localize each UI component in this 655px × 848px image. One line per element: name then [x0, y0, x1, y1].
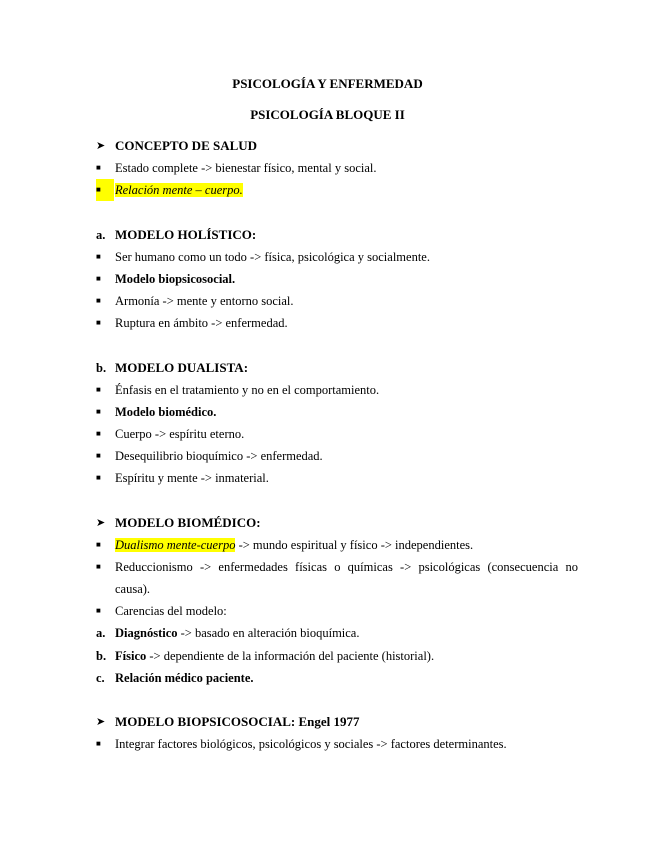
- heading-text: MODELO BIOMÉDICO:: [115, 515, 261, 530]
- list-item-text: Integrar factores biológicos, psicológicos y sociales -> factores determinantes.: [115, 737, 507, 751]
- square-bullet-icon: ■: [96, 274, 101, 283]
- arrow-bullet-icon: ➤: [96, 517, 106, 529]
- highlighted-text: Relación mente – cuerpo.: [115, 183, 243, 197]
- sub-item-text: -> basado en alteración bioquímica.: [177, 626, 360, 640]
- sub-item: [96, 622, 578, 644]
- square-bullet-icon: ■: [96, 562, 101, 571]
- list-item: [96, 534, 578, 556]
- section-biomedico-heading: [96, 512, 578, 534]
- arrow-bullet-icon: ➤: [96, 716, 106, 728]
- list-item-text: Modelo biomédico.: [115, 405, 217, 419]
- list-item-text: Modelo biopsicosocial.: [115, 272, 236, 286]
- square-bullet-icon: ■: [96, 385, 101, 394]
- square-bullet-icon: ■: [96, 252, 101, 261]
- section-dualista-heading: [96, 357, 578, 379]
- sub-item-term: Relación médico paciente.: [115, 671, 254, 685]
- sub-item-term: Diagnóstico: [115, 626, 178, 640]
- sub-item: [96, 645, 578, 667]
- heading-text: MODELO HOLÍSTICO:: [115, 227, 257, 242]
- heading-text: MODELO DUALISTA:: [115, 360, 249, 375]
- list-item: [96, 556, 578, 578]
- square-bullet-icon: ■: [96, 473, 101, 482]
- sub-item-letter: c.: [96, 671, 105, 685]
- list-item-text: Reduccionismo -> enfermedades físicas o químicas -> psicológicas (consecuencia no: [115, 560, 578, 574]
- section-holistico-heading: [96, 224, 578, 246]
- list-item-continuation: [96, 578, 578, 600]
- list-item: [96, 423, 578, 445]
- sub-item-text: -> dependiente de la información del paciente (historial).: [146, 649, 435, 663]
- list-item: [96, 600, 578, 622]
- list-item: [96, 379, 578, 401]
- square-bullet-icon: ■: [96, 540, 101, 549]
- square-bullet-icon: ■: [96, 451, 101, 460]
- document-title: PSICOLOGÍA Y ENFERMEDAD: [232, 76, 423, 91]
- square-bullet-icon: ■: [96, 179, 114, 201]
- heading-text: MODELO BIOPSICOSOCIAL: Engel 1977: [115, 714, 360, 729]
- list-item-text: Armonía -> mente y entorno social.: [115, 294, 294, 308]
- list-item-text: Cuerpo -> espíritu eterno.: [115, 427, 245, 441]
- square-bullet-icon: ■: [96, 318, 101, 327]
- document-subtitle: PSICOLOGÍA BLOQUE II: [250, 107, 405, 122]
- heading-text: CONCEPTO DE SALUD: [115, 138, 258, 153]
- sub-item-letter: a.: [96, 626, 106, 640]
- square-bullet-icon: ■: [96, 606, 101, 615]
- list-item: [96, 312, 578, 334]
- section-biopsicosocial-heading: [96, 711, 578, 733]
- sub-item: [96, 667, 578, 689]
- list-item-text: Carencias del modelo:: [115, 604, 227, 618]
- list-item: [96, 290, 578, 312]
- list-item-text: Ruptura en ámbito -> enfermedad.: [115, 316, 288, 330]
- section-letter: a.: [96, 228, 106, 242]
- square-bullet-icon: ■: [96, 739, 101, 748]
- list-item-text: Énfasis en el tratamiento y no en el comportamiento.: [115, 383, 380, 397]
- sub-item-letter: b.: [96, 649, 107, 663]
- list-item: [96, 467, 578, 489]
- section-letter: b.: [96, 361, 107, 375]
- list-item-text: Espíritu y mente -> inmaterial.: [115, 471, 269, 485]
- square-bullet-icon: ■: [96, 163, 101, 172]
- list-item-highlighted: [96, 179, 578, 201]
- list-item: [96, 401, 578, 423]
- square-bullet-icon: ■: [96, 429, 101, 438]
- list-item-text: Ser humano como un todo -> física, psicológica y socialmente.: [115, 250, 430, 264]
- list-item: [96, 157, 578, 179]
- list-item: [96, 445, 578, 467]
- list-item: [96, 246, 578, 268]
- square-bullet-icon: ■: [96, 407, 101, 416]
- section-concepto-heading: [96, 135, 578, 157]
- list-item-text: -> mundo espiritual y físico -> independientes.: [235, 538, 474, 552]
- list-item: [96, 733, 578, 755]
- sub-item-term: Físico: [115, 649, 147, 663]
- list-item-text: Estado complete -> bienestar físico, mental y social.: [115, 161, 377, 175]
- list-item: [96, 268, 578, 290]
- highlighted-text: Dualismo mente-cuerpo: [115, 538, 236, 552]
- arrow-bullet-icon: ➤: [96, 140, 106, 152]
- square-bullet-icon: ■: [96, 296, 101, 305]
- list-item-text: causa).: [115, 582, 151, 596]
- list-item-text: Desequilibrio bioquímico -> enfermedad.: [115, 449, 323, 463]
